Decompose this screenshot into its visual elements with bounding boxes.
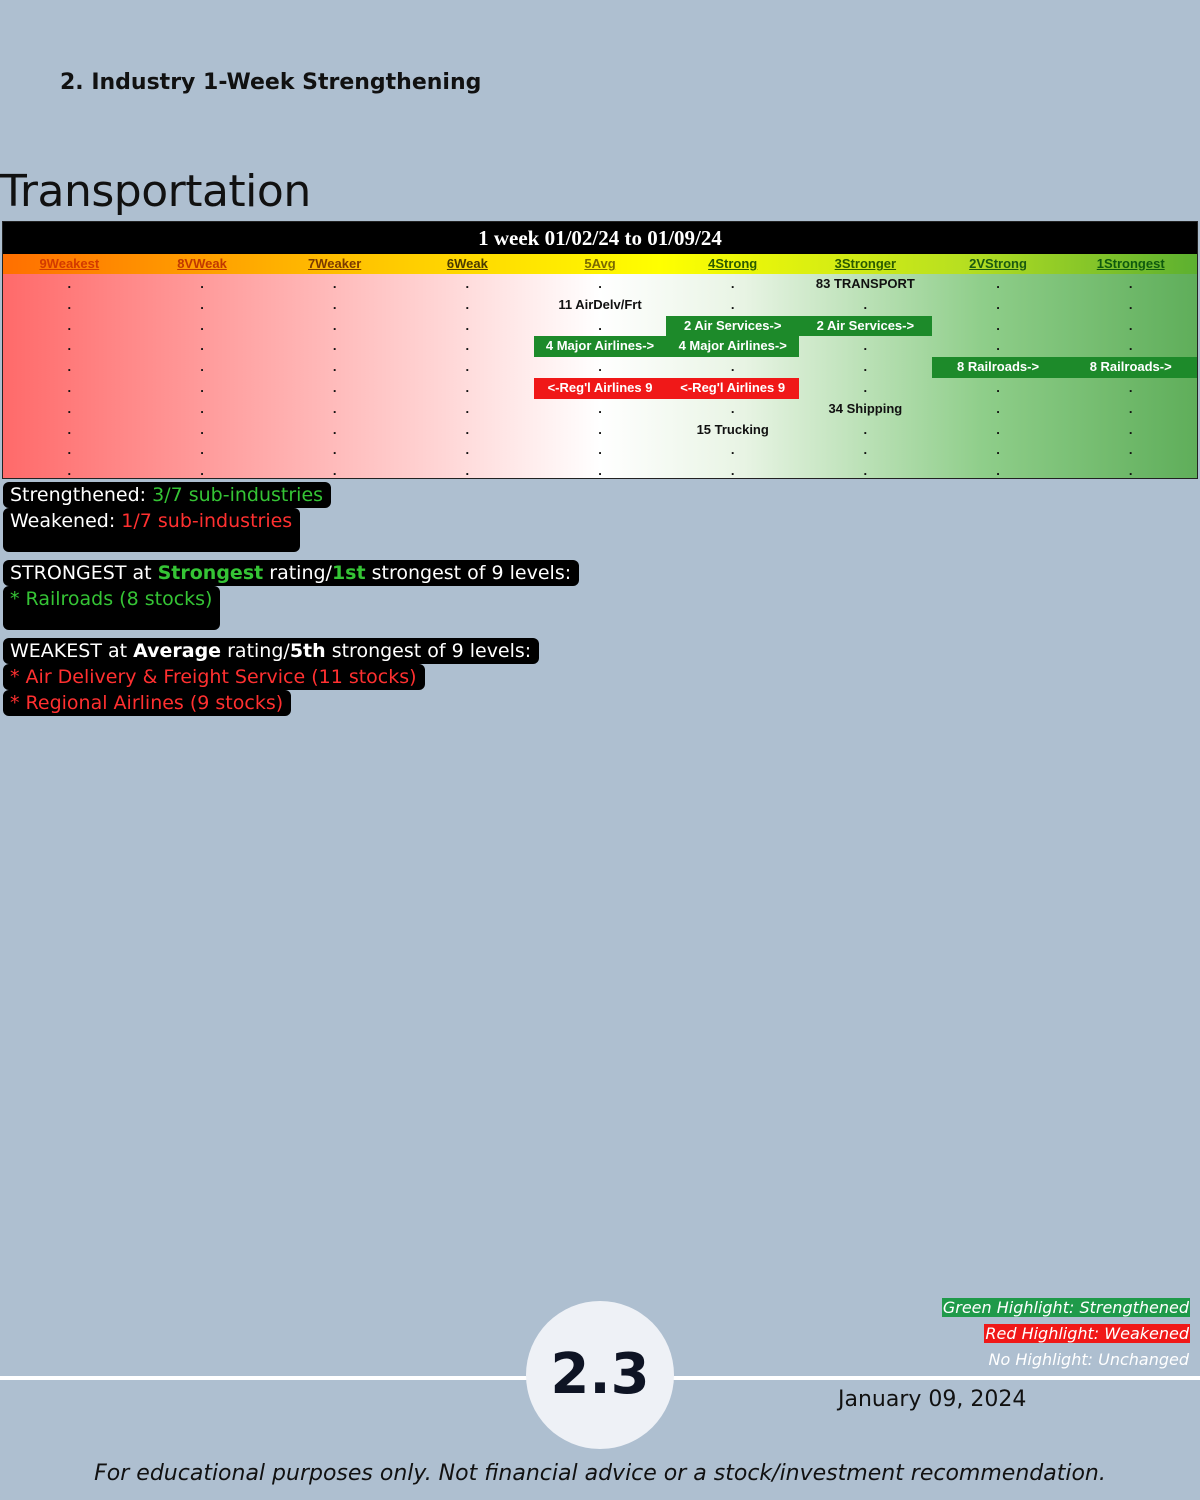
grid-cell: <-Reg'l Airlines 9 <box>666 378 799 399</box>
grid-cell: 83 TRANSPORT <box>815 276 915 291</box>
grid-cell: . <box>332 359 337 375</box>
grid-cell: . <box>200 379 204 395</box>
grid-cell: . <box>730 463 735 479</box>
grid-row <box>3 420 1197 441</box>
grid-cell: 34 Shipping <box>828 400 903 416</box>
grid-cell: . <box>1128 421 1133 437</box>
grid-row <box>3 336 1197 357</box>
grid-cell: . <box>1128 317 1133 333</box>
grid-cell: . <box>730 276 735 291</box>
grid-cell: . <box>332 317 337 333</box>
grid-cell: . <box>598 359 602 375</box>
grid-cell: . <box>1128 338 1133 354</box>
strengthened-line <box>3 482 331 508</box>
level-7: 7Weaker <box>308 256 362 271</box>
report-date: January 09, 2024 <box>838 1387 1027 1412</box>
grid-cell: . <box>332 421 337 437</box>
grid-cell: . <box>598 463 602 479</box>
level-4: 4Strong <box>708 256 758 271</box>
weakest-item-2: * Regional Airlines (9 stocks) <box>3 690 291 716</box>
grid-cell: . <box>863 296 868 312</box>
grid-cell: . <box>996 296 1000 312</box>
grid-row <box>3 461 1197 479</box>
weakest-prefix: WEAKEST at <box>10 640 134 662</box>
strongest-item: * Railroads (8 stocks) <box>3 586 220 630</box>
grid-cell: . <box>465 317 470 333</box>
grid-cell: . <box>730 359 735 375</box>
grid-row <box>3 357 1197 378</box>
grid-cell: . <box>598 421 602 437</box>
strongest-mid: rating/ <box>263 562 332 584</box>
grid-cell: . <box>1128 379 1133 395</box>
grid-cell: . <box>200 442 204 458</box>
grid-cell: . <box>1128 442 1133 458</box>
rating-grid <box>3 274 1197 478</box>
weakest-rating: Average <box>133 640 222 662</box>
weakened-value: 1/7 sub-industries <box>121 510 293 532</box>
grid-cell: . <box>863 379 868 395</box>
grid-cell: 4 Major Airlines-> <box>534 336 667 357</box>
weakest-rank: 5th <box>289 640 326 662</box>
level-2: 2VStrong <box>969 256 1027 271</box>
strongest-suffix: strongest of 9 levels: <box>365 562 572 584</box>
grid-cell: . <box>200 400 204 416</box>
grid-cell: . <box>1128 296 1133 312</box>
level-6: 6Weak <box>446 256 488 271</box>
grid-cell: . <box>332 400 337 416</box>
grid-row <box>3 378 1197 399</box>
grid-cell: . <box>730 442 735 458</box>
disclaimer: For educational purposes only. Not financial advice or a stock/investment recommendation. <box>94 1461 1106 1486</box>
grid-cell: . <box>730 400 735 416</box>
grid-cell: . <box>863 421 868 437</box>
weakened-line <box>3 508 300 552</box>
grid-cell: . <box>200 463 204 479</box>
weakest-suffix: strongest of 9 levels: <box>325 640 532 662</box>
level-row <box>3 254 1197 274</box>
grid-cell: 2 Air Services-> <box>799 316 932 337</box>
grid-cell: . <box>863 442 868 458</box>
grid-cell: 2 Air Services-> <box>666 316 799 337</box>
grid-cell: . <box>996 276 1000 291</box>
grid-cell: . <box>67 421 72 437</box>
grid-cell: . <box>598 400 602 416</box>
grid-cell: . <box>465 276 470 291</box>
grid-cell: . <box>67 276 72 291</box>
grid-cell: . <box>200 421 204 437</box>
grid-row <box>3 440 1197 461</box>
weakest-item-1: * Air Delivery & Freight Service (11 stocks) <box>3 664 425 690</box>
grid-cell: . <box>332 276 337 291</box>
grid-cell: 15 Trucking <box>696 421 769 437</box>
strongest-rating: Strongest <box>157 562 264 584</box>
grid-cell: . <box>996 442 1000 458</box>
grid-cell: . <box>332 379 337 395</box>
table-header: 1 week 01/02/24 to 01/09/24 <box>3 222 1197 254</box>
strongest-prefix: STRONGEST at <box>10 562 158 584</box>
level-5: 5Avg <box>584 256 616 271</box>
grid-cell: . <box>730 296 735 312</box>
grid-cell: . <box>465 296 470 312</box>
grid-cell: . <box>200 276 204 291</box>
level-1: 1Strongest <box>1096 256 1165 271</box>
grid-cell: . <box>1128 276 1133 291</box>
grid-cell: . <box>996 338 1000 354</box>
grid-cell: . <box>67 463 72 479</box>
grid-cell: . <box>465 463 470 479</box>
grid-cell: . <box>200 317 204 333</box>
strongest-line <box>3 560 579 586</box>
grid-cell: . <box>598 442 602 458</box>
grid-cell: . <box>598 317 602 333</box>
grid-cell: 8 Railroads-> <box>1064 357 1197 378</box>
grid-cell: . <box>465 400 470 416</box>
grid-cell: . <box>1128 400 1133 416</box>
grid-cell: . <box>332 463 337 479</box>
grid-cell: . <box>863 463 868 479</box>
weakest-mid: rating/ <box>221 640 290 662</box>
grid-cell: . <box>67 296 72 312</box>
grid-cell: 11 AirDelv/Frt <box>558 296 642 312</box>
grid-cell: . <box>465 379 470 395</box>
grid-cell: . <box>465 421 470 437</box>
grid-cell: . <box>1128 463 1133 479</box>
sector-title: Transportation <box>0 166 311 217</box>
grid-cell: . <box>863 338 868 354</box>
grid-cell: . <box>332 338 337 354</box>
weakest-line <box>3 638 539 664</box>
grid-cell: . <box>200 338 204 354</box>
grid-cell: . <box>67 379 72 395</box>
grid-cell: . <box>465 338 470 354</box>
grid-cell: 4 Major Airlines-> <box>666 336 799 357</box>
grid-row <box>3 316 1197 337</box>
grid-cell: . <box>200 296 204 312</box>
grid-cell: . <box>598 276 602 291</box>
page-number: 2.3 <box>526 1301 674 1449</box>
grid-cell: . <box>67 338 72 354</box>
grid-cell: . <box>465 359 470 375</box>
grid-cell: . <box>67 400 72 416</box>
grid-row <box>3 274 1197 295</box>
weakened-label: Weakened: <box>10 510 122 532</box>
legend-red: Red Highlight: Weakened <box>985 1324 1189 1343</box>
strengthened-label: Strengthened: <box>10 484 153 506</box>
rating-table <box>2 221 1198 479</box>
grid-cell: . <box>465 442 470 458</box>
level-3: 3Stronger <box>834 256 897 271</box>
section-title: 2. Industry 1-Week Strengthening <box>60 70 482 95</box>
grid-cell: . <box>863 359 868 375</box>
grid-cell: . <box>996 379 1000 395</box>
level-8: 8VWeak <box>177 256 227 271</box>
grid-cell: . <box>67 359 72 375</box>
grid-row <box>3 295 1197 316</box>
grid-cell: . <box>332 442 337 458</box>
strengthened-value: 3/7 sub-industries <box>152 484 324 506</box>
level-9: 9Weakest <box>39 256 100 271</box>
grid-cell: . <box>332 296 337 312</box>
strongest-rank: 1st <box>331 562 366 584</box>
grid-cell: . <box>996 317 1000 333</box>
grid-cell: . <box>67 317 72 333</box>
grid-cell: . <box>67 442 72 458</box>
legend-green: Green Highlight: Strengthened <box>942 1298 1189 1317</box>
legend-none: No Highlight: Unchanged <box>988 1350 1189 1369</box>
grid-cell: . <box>996 421 1000 437</box>
grid-cell: 8 Railroads-> <box>932 357 1065 378</box>
grid-cell: . <box>996 463 1000 479</box>
grid-cell: <-Reg'l Airlines 9 <box>534 378 667 399</box>
grid-cell: . <box>996 400 1000 416</box>
grid-row <box>3 399 1197 420</box>
grid-cell: . <box>200 359 204 375</box>
